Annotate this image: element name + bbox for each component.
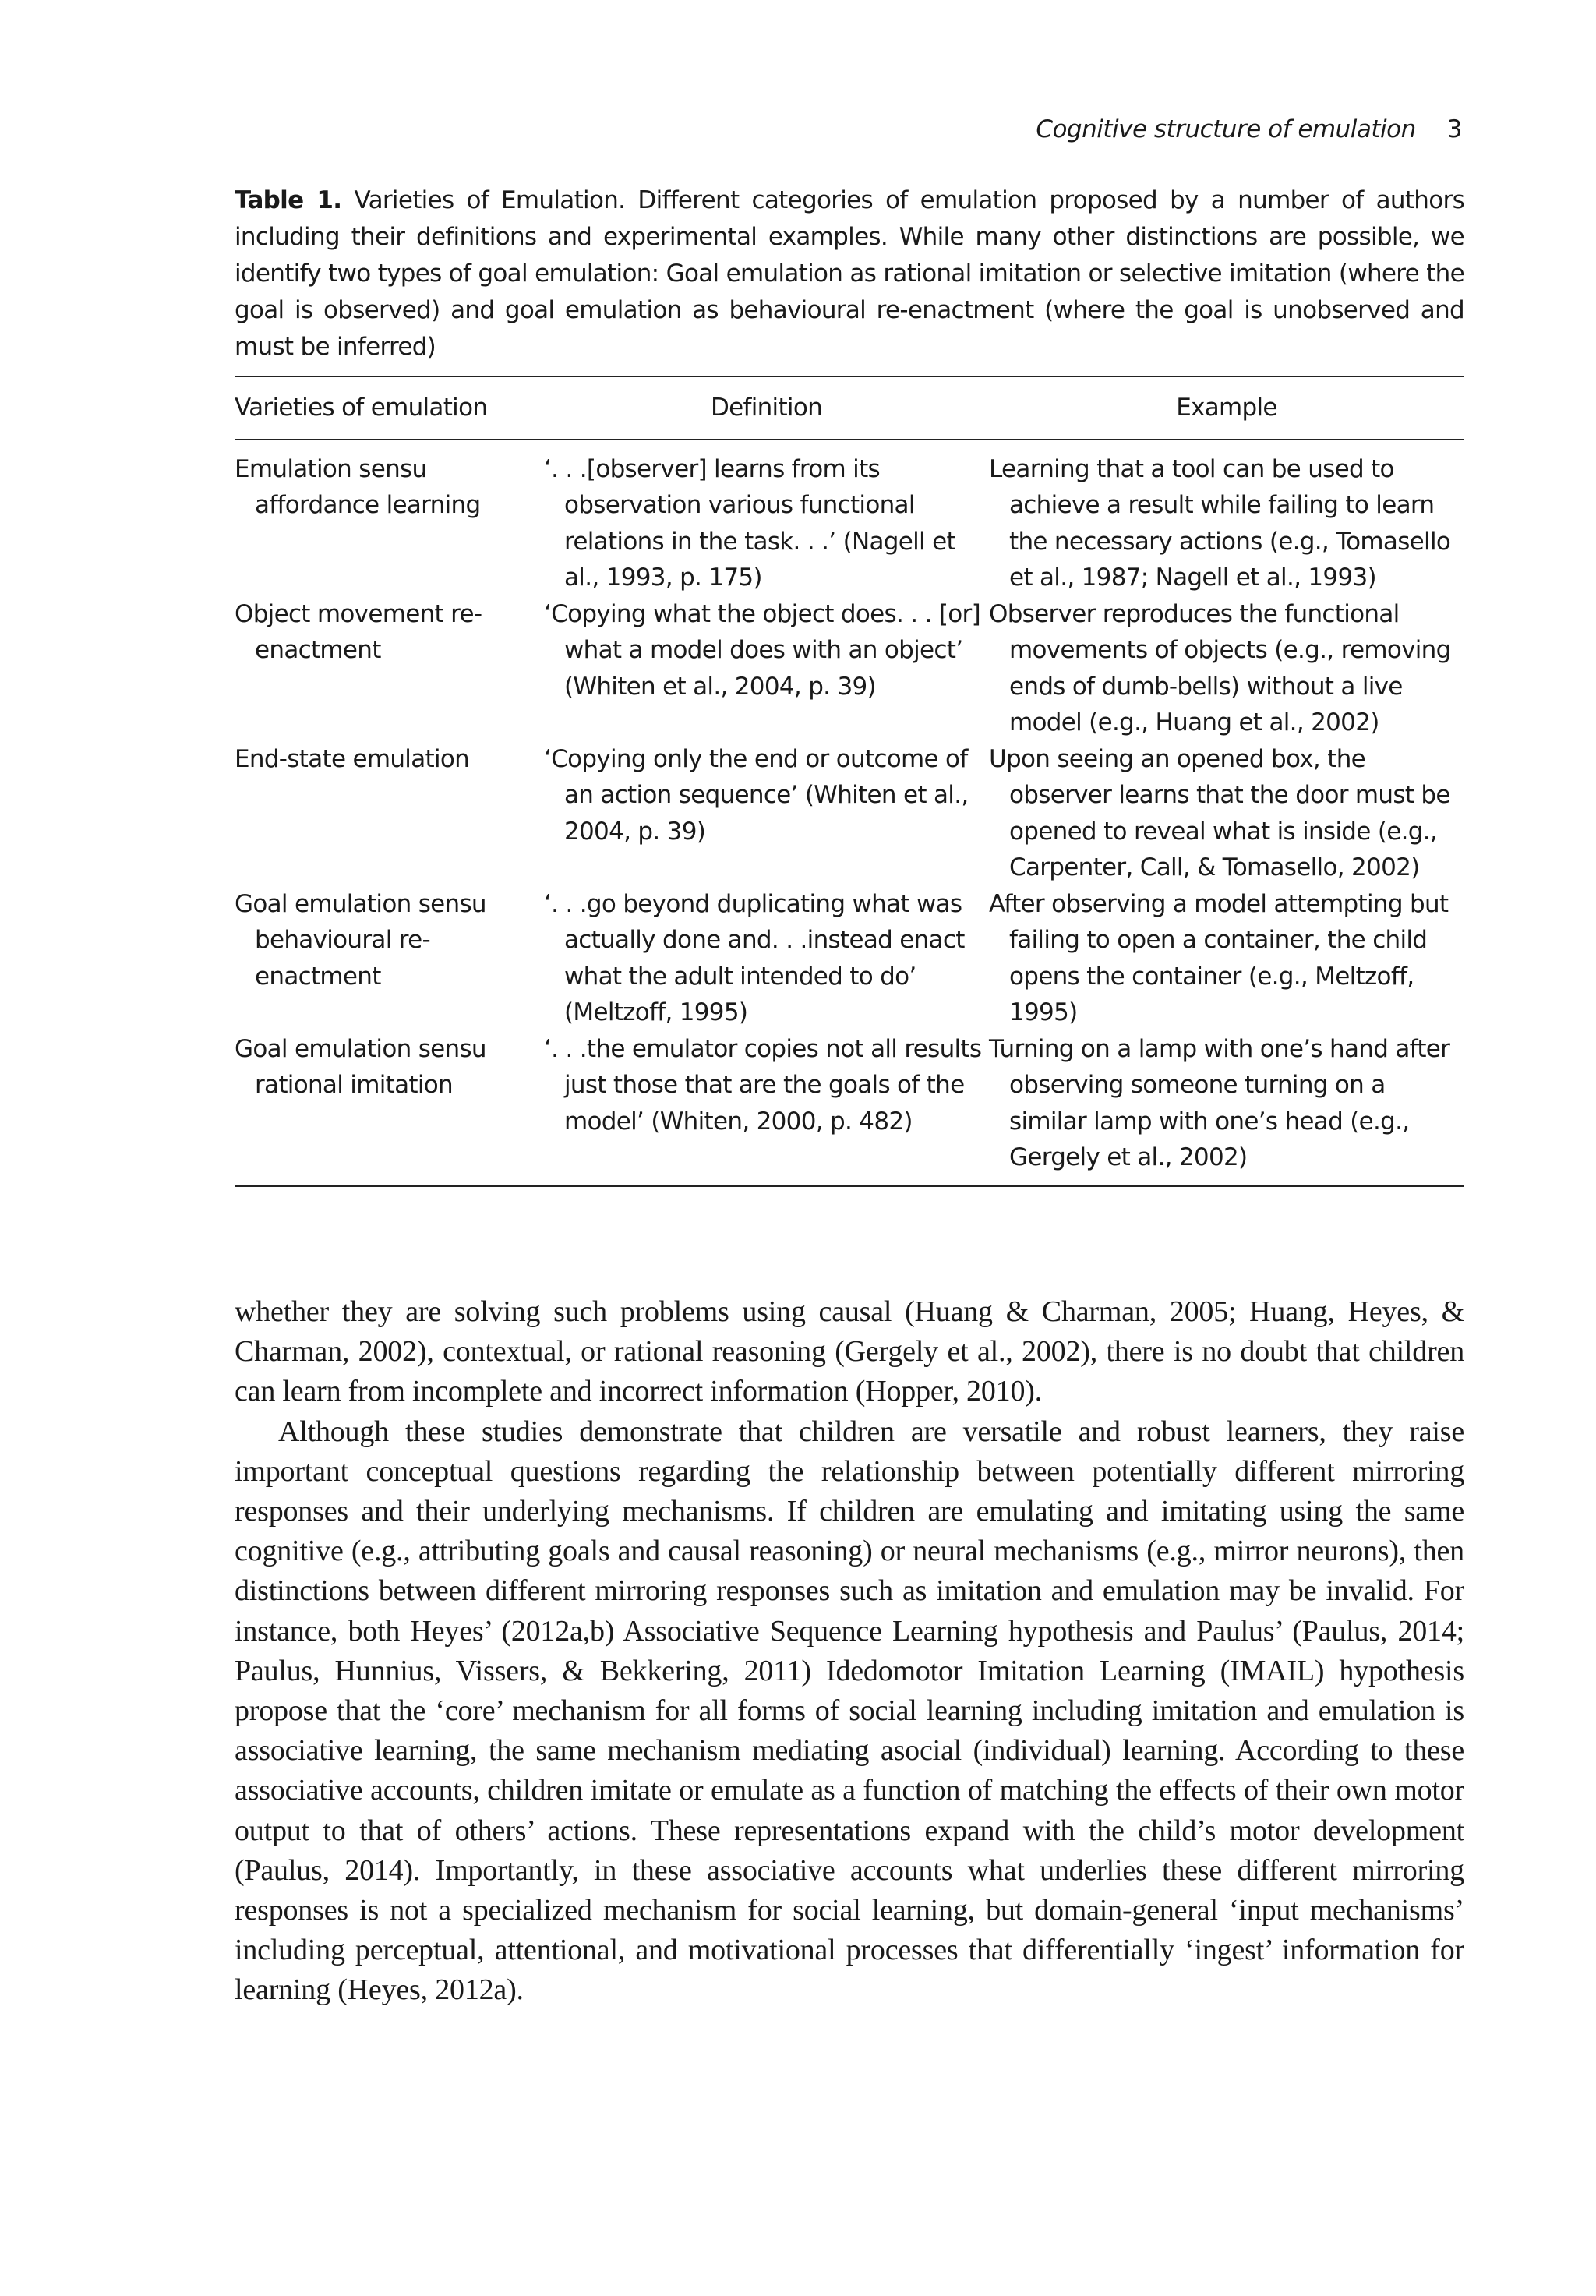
table-caption-label: Table 1. xyxy=(235,186,342,214)
table-header-row xyxy=(235,376,1464,440)
cell-variety: End-state emulation xyxy=(235,744,470,773)
cell-variety: Goal emulation sensu rational imitation xyxy=(235,1034,486,1099)
page-number: 3 xyxy=(1446,115,1462,143)
running-head-title: Cognitive structure of emulation xyxy=(1036,115,1416,143)
cell-example: Observer reproduces the functional movements of objects (e.g., removing ends of dumb-bells) without a live model (e.g., Huang et al., 2002) xyxy=(989,599,1451,736)
header-example: Example xyxy=(989,376,1464,440)
table-caption-text: Varieties of Emulation. Different categories of emulation proposed by a number of authors including their definitions and experimental examples. While many other distinctions are possible, we identify two types of goal emulation: Goal emulation as rational imitation or selective imitation (where the goal is observed) and goal emulation as behavioural re-enactment (where the goal is unobserved and must be inferred) xyxy=(235,186,1465,361)
table-row xyxy=(235,741,1464,886)
table-row xyxy=(235,886,1464,1031)
cell-definition: ‘. . .the emulator copies not all results just those that are the goals of the model’ (Whiten, 2000, p. 482) xyxy=(544,1034,982,1136)
header-definition: Definition xyxy=(544,376,989,440)
running-head xyxy=(1036,115,1462,143)
cell-example: After observing a model attempting but failing to open a container, the child opens the container (e.g., Meltzoff, 1995) xyxy=(989,889,1449,1026)
table-caption xyxy=(235,182,1464,366)
table-row xyxy=(235,1031,1464,1186)
cell-definition: ‘. . .[observer] learns from its observation various functional relations in the task. . .’ (Nagell et al., 1993, p. 175) xyxy=(544,454,955,592)
body-paragraph: whether they are solving such problems using causal (Huang & Charman, 2005; Huang, Heyes, & Charman, 2002), contextual, or rational reasoning (Gergely et al., 2002), there is no doubt that children can learn from incomplete and incorrect information (Hopper, 2010). xyxy=(235,1295,1464,1408)
body-paragraph: Although these studies demonstrate that children are versatile and robust learners, they raise important conceptual questions regarding the relationship between potentially different mirroring responses and their underlying mechanisms. If children are emulating and imitating using the same cognitive (e.g., attributing goals and causal reasoning) or neural mechanisms (e.g., mirror neurons), then distinctions between different mirroring responses such as imitation and emulation may be invalid. For instance, both Heyes’ (2012a,b) Associative Sequence Learning hypothesis and Paulus’ (Paulus, 2014; Paulus, Hunnius, Vissers, & Bekkering, 2011) Idedomotor Imitation Learning (IMAIL) hypothesis propose that the ‘core’ mechanism for all forms of social learning including imitation and emulation is associative learning, the same mechanism mediating asocial (individual) learning. According to these associative accounts, children imitate or emulate as a function of matching the effects of their own motor output to that of others’ actions. These representations expand with the child’s motor development (Paulus, 2014). Importantly, in these associative accounts what underlies these different mirroring responses is not a specialized mechanism for social learning, but domain-general ‘input mechanisms’ including perceptual, attentional, and motivational processes that differentially ‘ingest’ information for learning (Heyes, 2012a). xyxy=(235,1415,1464,2007)
cell-variety: Emulation sensu affordance learning xyxy=(235,454,481,519)
header-varieties: Varieties of emulation xyxy=(235,376,544,440)
emulation-table xyxy=(235,376,1464,1187)
cell-definition: ‘Copying only the end or outcome of an action sequence’ (Whiten et al., 2004, p. 39) xyxy=(544,744,969,846)
cell-example: Learning that a tool can be used to achieve a result while failing to learn the necessary actions (e.g., Tomasello et al., 1987; Nagell et al., 1993) xyxy=(989,454,1451,592)
cell-definition: ‘. . .go beyond duplicating what was actually done and. . .instead enact what the adult intended to do’ (Meltzoff, 1995) xyxy=(544,889,965,1026)
table-row xyxy=(235,440,1464,596)
cell-variety: Goal emulation sensu behavioural re-enactment xyxy=(235,889,486,991)
cell-definition: ‘Copying what the object does. . . [or] what a model does with an object’ (Whiten et al., 2004, p. 39) xyxy=(544,599,980,701)
cell-example: Turning on a lamp with one’s hand after observing someone turning on a similar lamp with one’s head (e.g., Gergely et al., 2002) xyxy=(989,1034,1450,1171)
body-text xyxy=(235,1292,1464,2011)
table-row xyxy=(235,596,1464,741)
cell-variety: Object movement re-enactment xyxy=(235,599,482,664)
cell-example: Upon seeing an opened box, the observer learns that the door must be opened to reveal what is inside (e.g., Carpenter, Call, & Tomasello, 2002) xyxy=(989,744,1450,881)
